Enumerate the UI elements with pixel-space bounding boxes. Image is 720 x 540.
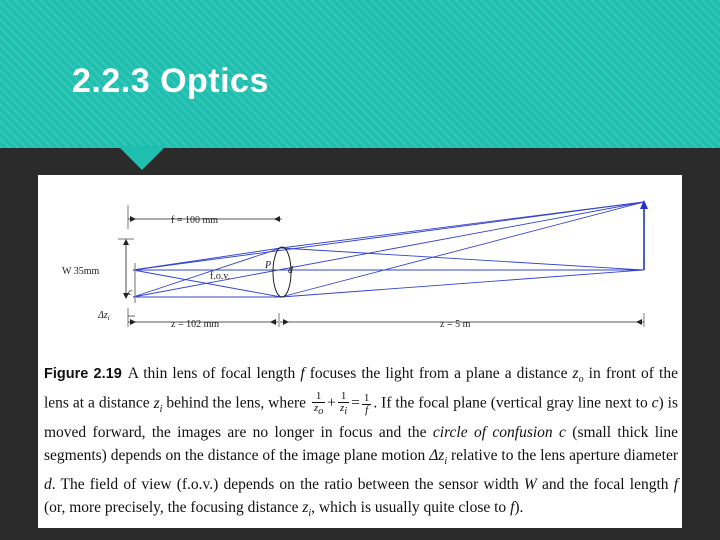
frac-zo: $\frac{1}{z_o}$ bbox=[314, 390, 324, 418]
focal-dim-arrow-right bbox=[274, 216, 280, 222]
slide-title: 2.2.3 Optics bbox=[72, 62, 269, 100]
figure-label: Figure 2.19 bbox=[44, 366, 122, 382]
banner-notch bbox=[118, 146, 166, 170]
focal-length-label: f = 100 mm bbox=[171, 215, 219, 226]
frac-zi: $\frac{1}{z_i}$ bbox=[340, 390, 348, 418]
zo-label: z = 5 m bbox=[440, 319, 471, 330]
frac-f: $\frac{1}{f}$ bbox=[363, 391, 370, 416]
dzi-label: $\Delta z_i$ bbox=[98, 310, 110, 322]
confusion-label: c bbox=[128, 287, 133, 298]
object-arrow-head bbox=[640, 200, 648, 209]
focal-dim-arrow bbox=[130, 216, 136, 222]
zo-arrow-left bbox=[283, 319, 289, 325]
zi-label: z = 102 mm bbox=[171, 319, 220, 330]
zi-arrow-right bbox=[270, 319, 276, 325]
fov-label: f.o.v. bbox=[210, 271, 231, 282]
title-banner bbox=[0, 0, 720, 148]
figure-caption: Figure 2.19 A thin lens of focal length f focuses the light from a plane a distance $z_o$ in front of the lens at a distance $z_i$ behind the lens, where $\frac{1}{z_o}$ + $\frac{1}{z_i}$ = $\frac{1}{f}$ . If the focal plane (vertical gray line next to c) is moved forward, the images are no longer in focus and the circle of confusion c (small thick line segments) depends on the distance of the image plane motion $\Delta z_i$ relative to the lens aperture diameter d. The field of view (f.o.v.) depends on the ratio between the sensor width W and the focal length f (or, more precisely, the focusing distance $z_i$, which is usually quite close to f). bbox=[44, 365, 678, 520]
lens-diagram bbox=[38, 175, 682, 345]
figure-panel bbox=[38, 175, 682, 528]
p-label: P bbox=[265, 260, 272, 271]
sensor-arrow-head-top bbox=[123, 239, 129, 245]
zo-arrow-right bbox=[636, 319, 642, 325]
sensor-width-label: W 35mm bbox=[62, 266, 100, 277]
zi-arrow-left bbox=[130, 319, 136, 325]
aperture-label: d bbox=[288, 265, 293, 276]
